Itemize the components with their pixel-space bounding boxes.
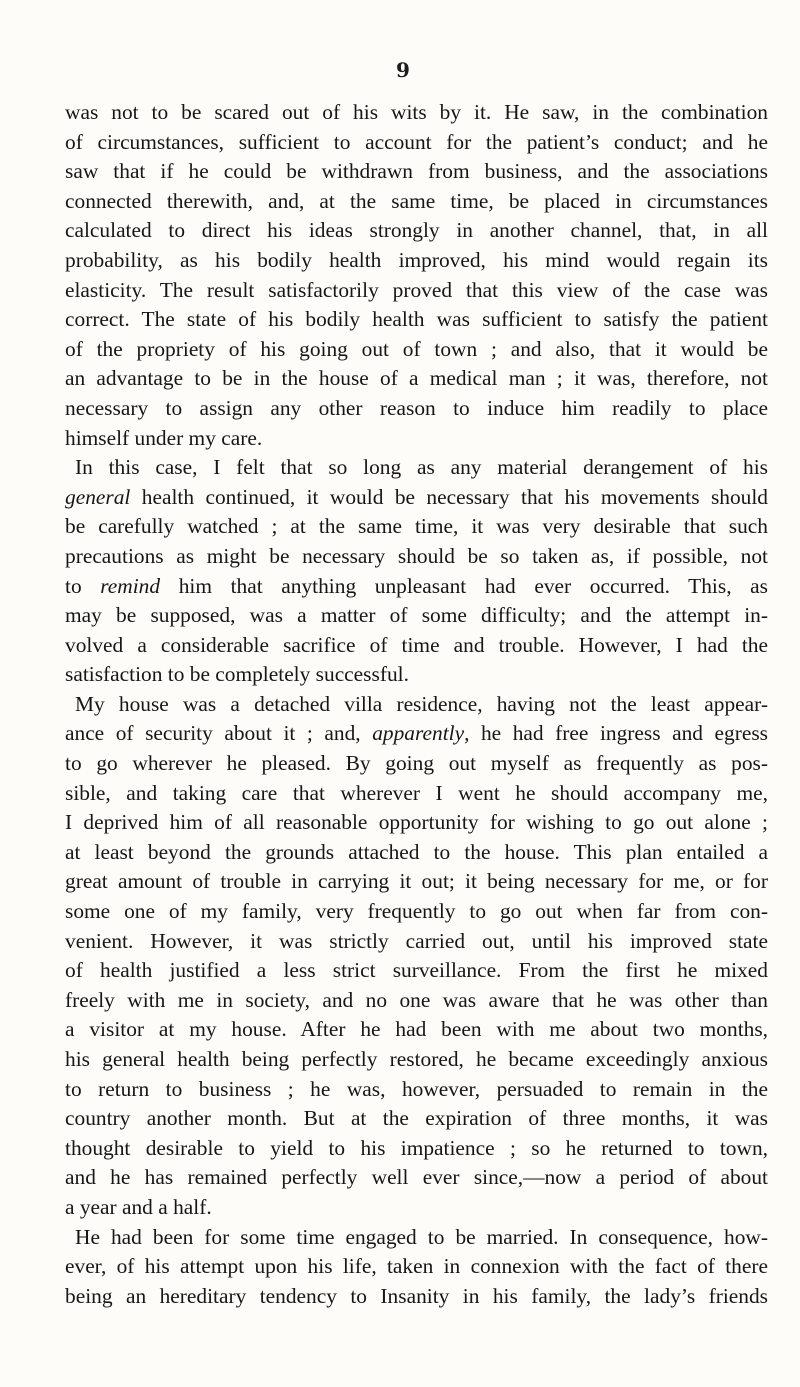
text-line: thought desirable to yield to his impatience ; so he returned to town, (65, 1135, 768, 1160)
text-line: sible, and taking care that wherever I went he should accompany me, (65, 780, 768, 805)
text-line: calculated to direct his ideas strongly in another channel, that, in all (65, 218, 768, 243)
text-line: to return to business ; he was, however, persuaded to remain in the (65, 1076, 768, 1101)
text-line: country another month. But at the expiration of three months, it was (65, 1106, 768, 1131)
text-line (62, 572, 768, 602)
text-line: connected therewith, and, at the same time, be placed in circumstances (65, 188, 768, 213)
text-line: In this case, I felt that so long as any material derangement of his (75, 455, 768, 480)
text-line: and he has remained perfectly well ever since,—now a period of about (65, 1165, 768, 1190)
text-line: volved a considerable sacrifice of time and trouble. However, I had the (65, 632, 768, 657)
text-line: venient. However, it was strictly carried out, until his improved state (65, 928, 768, 953)
text-line (62, 719, 768, 749)
text-line: a year and a half. (65, 1194, 212, 1219)
text-fragment: , he had free ingress and egress (464, 721, 769, 746)
text-line: some one of my family, very frequently to go out when far from con- (65, 899, 768, 924)
page-number: 9 (396, 58, 410, 82)
text-line: at least beyond the grounds attached to the house. This plan entailed a (65, 839, 768, 864)
text-line: his general health being perfectly restored, he became exceedingly anxious (65, 1047, 768, 1071)
text-fragment: to (65, 573, 101, 598)
text-line: being an hereditary tendency to Insanity in his family, the lady’s friends (65, 1283, 768, 1308)
text-line: may be supposed, was a matter of some difficulty; and the attempt in- (65, 603, 768, 628)
text-fragment: him that anything unpleasant had ever occurred. This, as (160, 573, 768, 598)
text-line: of the propriety of his going out of town ; and also, that it would be (65, 336, 768, 361)
text-line: elasticity. The result satisfactorily proved that this view of the case was (65, 277, 768, 302)
paragraph-3 (62, 690, 768, 1223)
text-line: ever, of his attempt upon his life, taken in connexion with the fact of there (65, 1254, 768, 1279)
text-line: My house was a detached villa residence, having not the least appear- (75, 691, 768, 716)
text-line: satisfaction to be completely successful. (65, 662, 409, 687)
paragraph-2 (62, 453, 768, 690)
text-line: I deprived him of all reasonable opportunity for wishing to go out alone ; (65, 810, 768, 835)
text-line: necessary to assign any other reason to induce him readily to place (65, 395, 768, 420)
text-line: great amount of trouble in carrying it out; it being necessary for me, or for (65, 869, 768, 894)
text-line: of health justified a less strict surveillance. From the first he mixed (65, 958, 768, 983)
text-fragment: health continued, it would be necessary that his movements should (130, 484, 768, 509)
italic-text: apparently (372, 721, 465, 746)
text-line: was not to be scared out of his wits by it. He saw, in the combination (65, 100, 768, 124)
text-line: He had been for some time engaged to be married. In consequence, how- (75, 1224, 768, 1249)
text-fragment: ance of security about it ; and, (65, 721, 373, 746)
text-line: of circumstances, sufficient to account for the patient’s conduct; and he (65, 129, 768, 154)
text-line (62, 483, 768, 513)
text-line: precautions as might be necessary should be so taken as, if possible, not (65, 543, 768, 568)
text-line: to go wherever he pleased. By going out myself as frequently as pos- (65, 751, 768, 776)
body-text (62, 98, 768, 1311)
text-line: himself under my care. (65, 425, 263, 450)
text-line: freely with me in society, and no one was aware that he was other than (65, 987, 768, 1012)
text-line: saw that if he could be withdrawn from business, and the associations (65, 159, 768, 184)
italic-text: general (65, 484, 131, 509)
text-line: an advantage to be in the house of a medical man ; it was, therefore, not (65, 366, 768, 391)
text-line: probability, as his bodily health improved, his mind would regain its (65, 247, 768, 272)
paragraph-1 (62, 98, 768, 453)
text-line: correct. The state of his bodily health was sufficient to satisfy the patient (65, 307, 768, 332)
text-line: be carefully watched ; at the same time, it was very desirable that such (65, 514, 768, 539)
italic-text: remind (100, 573, 161, 598)
paragraph-4 (62, 1223, 768, 1312)
text-line: a visitor at my house. After he had been with me about two months, (65, 1017, 768, 1042)
